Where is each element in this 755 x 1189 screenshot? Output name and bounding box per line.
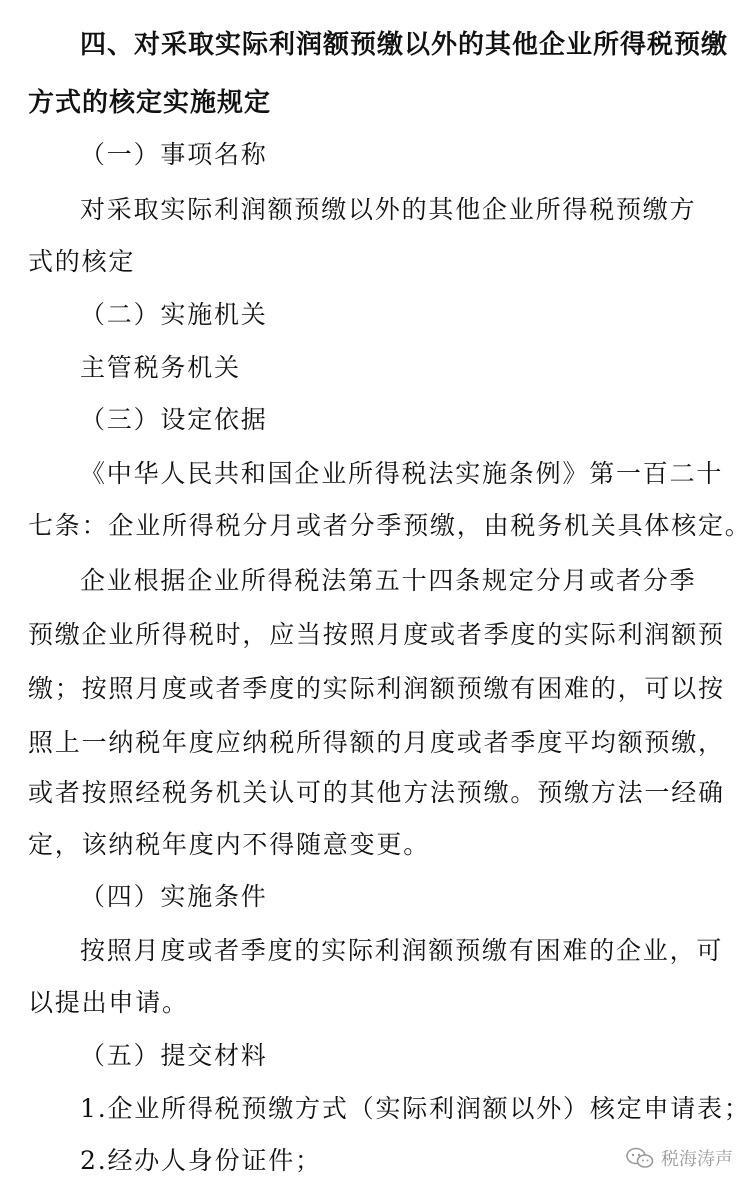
paragraph-line: 按照月度或者季度的实际利润额预缴有困难的企业，可 bbox=[80, 936, 724, 965]
wechat-icon bbox=[625, 1147, 655, 1169]
paragraph-line: 以提出申请。 bbox=[28, 988, 189, 1017]
paragraph-line: 定，该纳税年度内不得随意变更。 bbox=[28, 830, 431, 859]
section-title-4: （四）实施条件 bbox=[80, 882, 268, 911]
heading-line-2: 方式的核定实施规定 bbox=[28, 88, 272, 118]
paragraph-line: 七条：企业所得税分月或者分季预缴，由税务机关具体核定。 bbox=[28, 511, 752, 540]
paragraph-line: 对采取实际利润额预缴以外的其他企业所得税预缴方 bbox=[80, 195, 697, 224]
heading-line-1: 四、对采取实际利润额预缴以外的其他企业所得税预缴 bbox=[80, 30, 729, 60]
list-item: 1.企业所得税预缴方式（实际利润额以外）核定申请表； bbox=[80, 1094, 751, 1123]
paragraph-line: 或者按照经税务机关认可的其他方法预缴。预缴方法一经确 bbox=[28, 778, 725, 807]
section-title-3: （三）设定依据 bbox=[80, 405, 268, 434]
section-title-5: （五）提交材料 bbox=[80, 1041, 268, 1070]
paragraph-line: 《中华人民共和国企业所得税法实施条例》第一百二十 bbox=[80, 459, 724, 488]
paragraph-line: 照上一纳税年度应纳税所得额的月度或者季度平均额预缴， bbox=[28, 728, 725, 757]
paragraph-line: 式的核定 bbox=[28, 247, 136, 276]
paragraph-line: 企业根据企业所得税法第五十四条规定分月或者分季 bbox=[80, 566, 697, 595]
section-title-2: （二）实施机关 bbox=[80, 300, 268, 329]
section-title-1: （一）事项名称 bbox=[80, 140, 268, 169]
watermark-text: 税海涛声 bbox=[661, 1149, 733, 1170]
paragraph-line: 缴；按照月度或者季度的实际利润额预缴有困难的，可以按 bbox=[28, 674, 725, 703]
list-item: 2.经办人身份证件； bbox=[80, 1146, 322, 1175]
paragraph-line: 主管税务机关 bbox=[80, 353, 241, 382]
watermark bbox=[625, 1145, 733, 1171]
paragraph-line: 预缴企业所得税时，应当按照月度或者季度的实际利润额预 bbox=[28, 620, 725, 649]
